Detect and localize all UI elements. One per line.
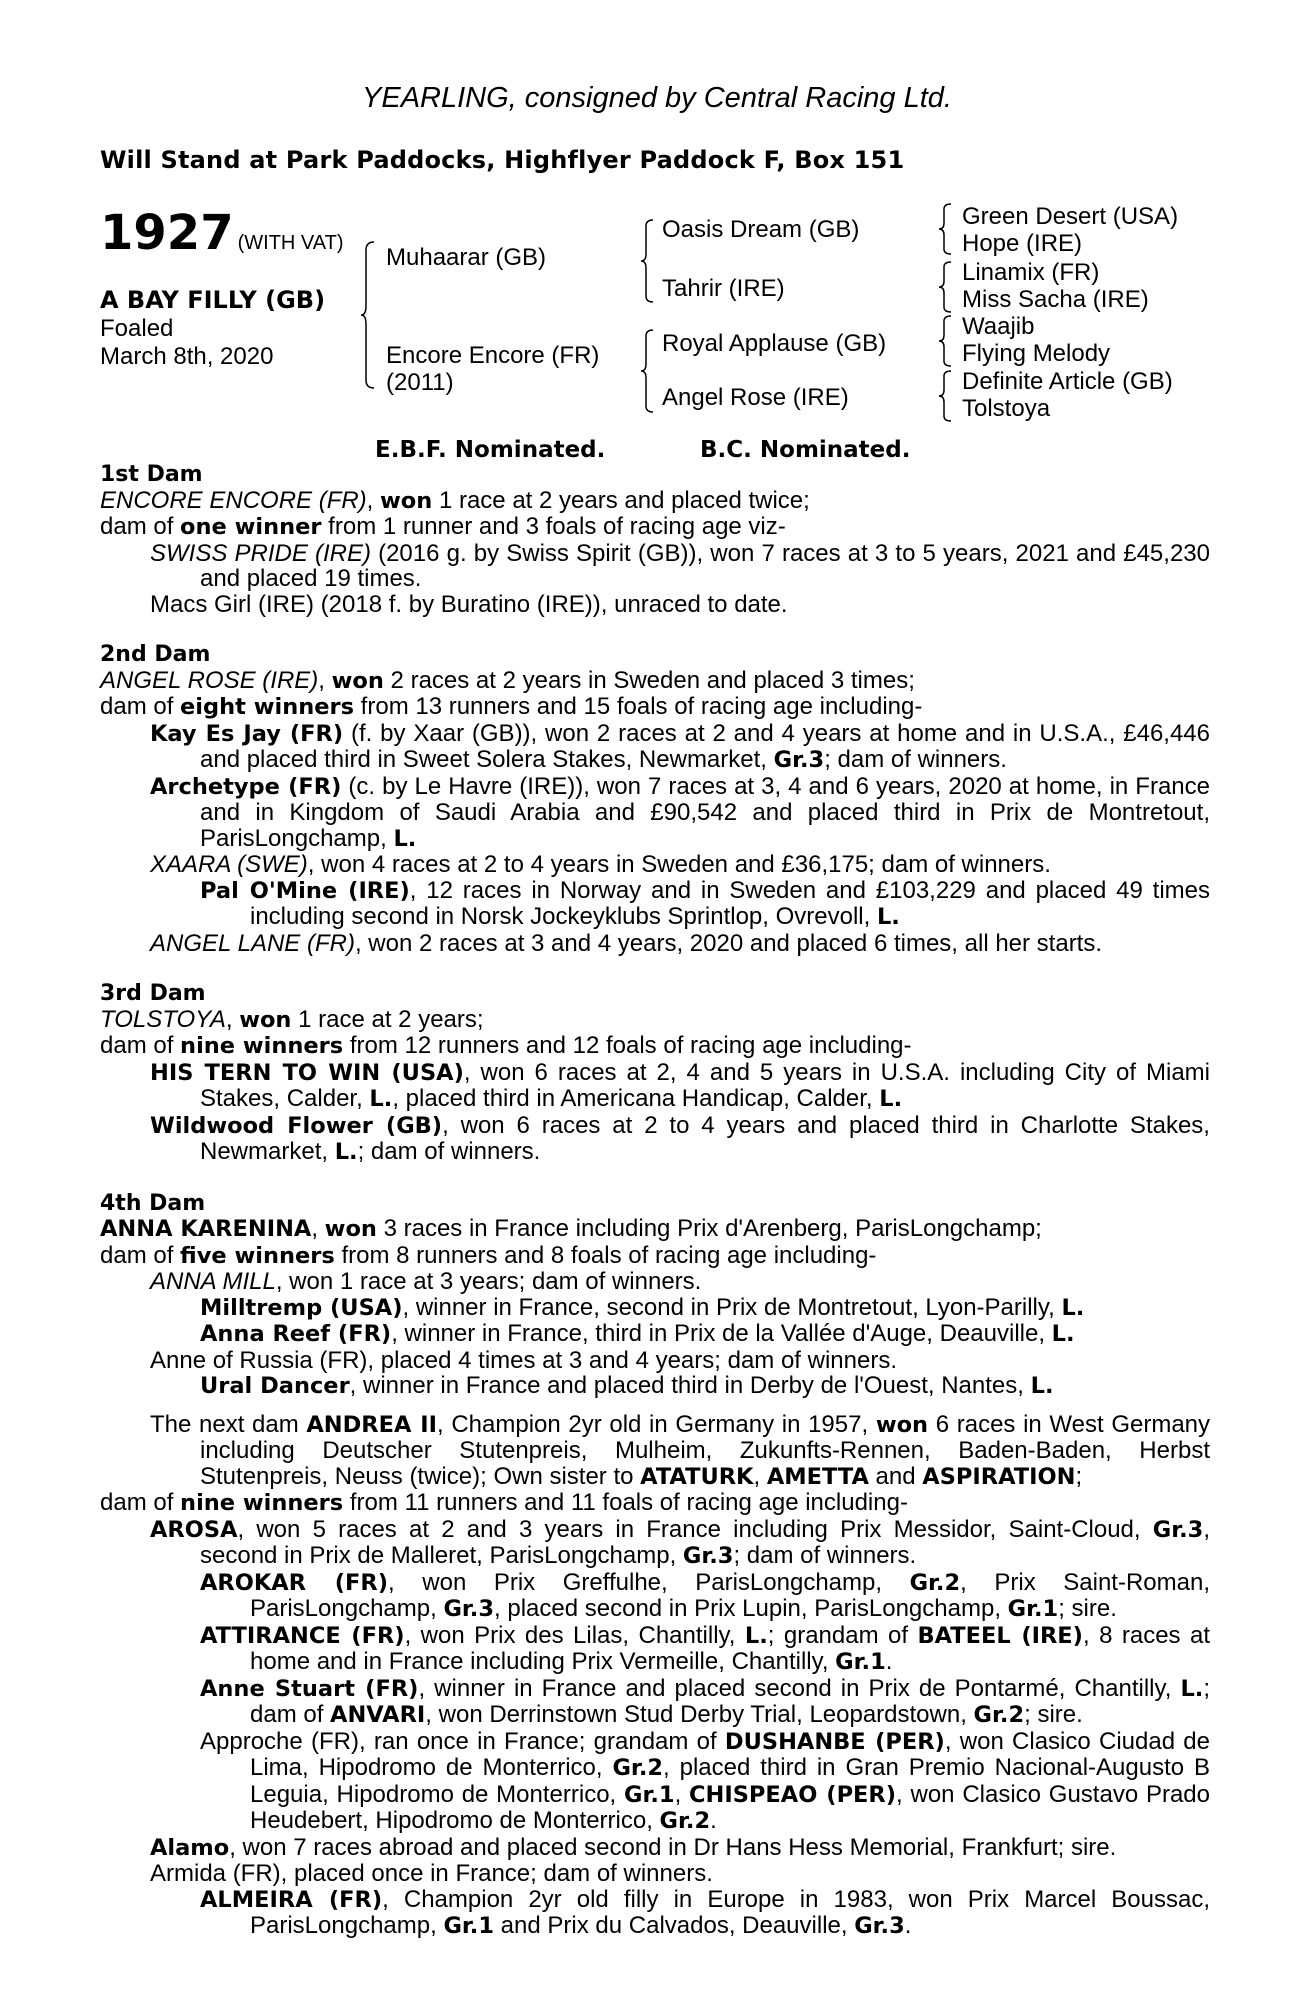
pedigree-brace-g3-1 <box>938 202 956 256</box>
produce-entry: Archetype (FR) (c. by Le Havre (IRE)), won 7 races at 3, 4 and 6 years, 2020 at home, in France and in Kingdom of Saudi Arabia and £90,542 and placed third in Prix de Montretout, ParisLongchamp, L. <box>150 772 1210 852</box>
produce-entry: ANGEL ROSE (IRE), won 2 races at 2 years in Sweden and placed 3 times; <box>100 666 915 694</box>
produce-entry: Anne Stuart (FR), winner in France and placed second in Prix de Pontarmé, Chantilly, L.; dam of ANVARI, won Derrinstown Stud Derby Trial, Leopardstown, Gr.2; sire. <box>200 1674 1211 1728</box>
produce-entry: ALMEIRA (FR), Champion 2yr old filly in Europe in 1983, won Prix Marcel Boussac, ParisLongchamp, Gr.1 and Prix du Calvados, Deauville, Gr.3. <box>200 1885 1210 1939</box>
lot-number: 1927 <box>100 205 234 261</box>
section-gap <box>100 1400 1210 1412</box>
g3-1-name: Green Desert (USA) <box>962 203 1179 230</box>
produce-entry: Anne of Russia (FR), placed 4 times at 3 and 4 years; dam of winners. <box>150 1346 898 1374</box>
sire-sire-name: Oasis Dream (GB) <box>662 216 860 243</box>
dam-dam-name: Angel Rose (IRE) <box>662 384 849 411</box>
pedigree-brace-g3-2 <box>938 260 956 314</box>
produce-entry: Ural Dancer, winner in France and placed third in Derby de l'Ouest, Nantes, L. <box>200 1372 1054 1399</box>
produce-entry: ANNA MILL, won 1 race at 3 years; dam of winners. <box>150 1268 702 1295</box>
dam-section <box>100 462 1210 617</box>
section-gap <box>100 1166 1210 1191</box>
g3-6-name: Flying Melody <box>962 340 1111 367</box>
section-gap <box>100 617 1210 642</box>
produce-entry: dam of nine winners from 12 runners and 12 foals of racing age including- <box>100 1032 912 1059</box>
produce-entry: dam of eight winners from 13 runners and 15 foals of racing age including- <box>100 693 923 720</box>
foaled-label: Foaled <box>100 315 174 342</box>
produce-entry: dam of one winner from 1 runner and 3 foals of racing age viz- <box>100 513 786 540</box>
produce-entry: dam of five winners from 8 runners and 8 foals of racing age including- <box>100 1241 877 1269</box>
produce-entry: XAARA (SWE), won 4 races at 2 to 4 years in Sweden and £36,175; dam of winners. <box>150 851 1051 878</box>
produce-entry: ENCORE ENCORE (FR), won 1 race at 2 years and placed twice; <box>100 486 810 514</box>
stand-location: Will Stand at Park Paddocks, Highflyer Paddock F, Box 151 <box>100 146 905 174</box>
dam-section <box>100 1400 1210 1940</box>
produce-entry: SWISS PRIDE (IRE) (2016 g. by Swiss Spirit (GB)), won 7 races at 3 to 5 years, 2021 and £45,230 and placed 19 times. <box>150 539 1210 592</box>
produce-entry: Alamo, won 7 races abroad and placed second in Dr Hans Hess Memorial, Frankfurt; sire. <box>150 1833 1117 1861</box>
produce-entry: AROKAR (FR), won Prix Greffulhe, ParisLongchamp, Gr.2, Prix Saint-Roman, ParisLongchamp, Gr.3, placed second in Prix Lupin, ParisLongchamp, Gr.1; sire. <box>200 1568 1210 1622</box>
foaled-info <box>100 315 273 371</box>
produce-entry: ANGEL LANE (FR), won 2 races at 3 and 4 years, 2020 and placed 6 times, all her starts. <box>150 929 1103 957</box>
dam-name: Encore Encore (FR) <box>386 342 600 369</box>
dam-heading: 2nd Dam <box>100 642 211 667</box>
produce-entry: HIS TERN TO WIN (USA), won 6 races at 2, 4 and 5 years in U.S.A. including City of Miami Stakes, Calder, L., placed third in Americana Handicap, Calder, L. <box>150 1058 1210 1112</box>
lot-number-block <box>100 205 344 261</box>
dam-section <box>100 1166 1210 1400</box>
produce-entry: Approche (FR), ran once in France; grandam of DUSHANBE (PER), won Clasico Ciudad de Lima, Hipodromo de Monterrico, Gr.2, placed third in Gran Premio Nacional-Augusto B Leguia, Hipodromo de Monterrico, Gr.1, CHISPEAO (PER), won Clasico Gustavo Prado Heudebert, Hipodromo de Monterrico, Gr.2. <box>200 1727 1211 1834</box>
ebf-nomination: E.B.F. Nominated. <box>375 437 606 463</box>
vat-note: (WITH VAT) <box>237 232 344 254</box>
produce-record <box>100 462 1210 1940</box>
produce-entry: Pal O'Mine (IRE), 12 races in Norway and in Sweden and £103,229 and placed 49 times including second in Norsk Jockeyklubs Sprintlop, Ovrevoll, L. <box>200 876 1210 930</box>
g3-7-name: Definite Article (GB) <box>962 368 1173 395</box>
produce-entry: dam of nine winners from 11 runners and 11 foals of racing age including- <box>100 1489 908 1516</box>
dam-heading: 3rd Dam <box>100 981 206 1006</box>
dam-sire-name: Royal Applause (GB) <box>662 330 887 357</box>
produce-entry: Milltremp (USA), winner in France, second in Prix de Montretout, Lyon-Parilly, L. <box>200 1293 1085 1321</box>
dam-year: (2011) <box>386 369 454 396</box>
g3-2-name: Hope (IRE) <box>962 230 1083 257</box>
pedigree-brace-g3-3 <box>938 314 956 368</box>
pedigree-brace-sire <box>640 218 658 304</box>
sire-name: Muhaarar (GB) <box>386 244 547 271</box>
g3-8-name: Tolstoya <box>962 395 1051 422</box>
produce-entry: Macs Girl (IRE) (2018 f. by Buratino (IRE)), unraced to date. <box>150 590 788 618</box>
produce-entry: Anna Reef (FR), winner in France, third in Prix de la Vallée d'Auge, Deauville, L. <box>200 1320 1075 1347</box>
produce-entry: The next dam ANDREA II, Champion 2yr old in Germany in 1957, won 6 races in West Germany including Deutscher Stutenpreis, Mulheim, Zukunfts-Rennen, Baden-Baden, Herbst Stutenpreis, Neuss (twice); Own sister to ATATURK, AMETTA and ASPIRATION; <box>150 1410 1211 1490</box>
pedigree-brace-main <box>360 240 380 390</box>
section-gap <box>100 956 1210 981</box>
horse-name: A BAY FILLY (GB) <box>100 286 326 314</box>
dam-section <box>100 617 1210 956</box>
produce-entry: TOLSTOYA, won 1 race at 2 years; <box>100 1005 484 1033</box>
dam-section <box>100 956 1210 1166</box>
produce-entry: AROSA, won 5 races at 2 and 3 years in France including Prix Messidor, Saint-Cloud, Gr.3, second in Prix de Malleret, ParisLongchamp, Gr.3; dam of winners. <box>150 1515 1210 1569</box>
produce-entry: ATTIRANCE (FR), won Prix des Lilas, Chantilly, L.; grandam of BATEEL (IRE), 8 races at home and in France including Prix Vermeille, Chantilly, Gr.1. <box>200 1621 1210 1675</box>
sire-dam-name: Tahrir (IRE) <box>662 275 785 302</box>
g3-4-name: Miss Sacha (IRE) <box>962 286 1149 313</box>
g3-5-name: Waajib <box>962 313 1035 340</box>
produce-entry: ANNA KARENINA, won 3 races in France including Prix d'Arenberg, ParisLongchamp; <box>100 1215 1042 1242</box>
consignor-header: YEARLING, consigned by Central Racing Ltd. <box>362 82 952 114</box>
pedigree-brace-g3-4 <box>938 369 956 423</box>
produce-entry: Kay Es Jay (FR) (f. by Xaar (GB)), won 2 races at 2 and 4 years at home and in U.S.A., £46,446 and placed third in Sweet Solera Stakes, Newmarket, Gr.3; dam of winners. <box>150 719 1211 773</box>
g3-3-name: Linamix (FR) <box>962 259 1100 286</box>
produce-entry: Armida (FR), placed once in France; dam of winners. <box>150 1860 713 1887</box>
foaled-date: March 8th, 2020 <box>100 343 274 370</box>
dam-heading: 1st Dam <box>100 462 203 487</box>
produce-entry: Wildwood Flower (GB), won 6 races at 2 to 4 years and placed third in Charlotte Stakes, Newmarket, L.; dam of winners. <box>150 1111 1210 1165</box>
pedigree-brace-dam <box>640 328 658 414</box>
bc-nomination: B.C. Nominated. <box>700 437 911 463</box>
dam-heading: 4th Dam <box>100 1190 206 1216</box>
